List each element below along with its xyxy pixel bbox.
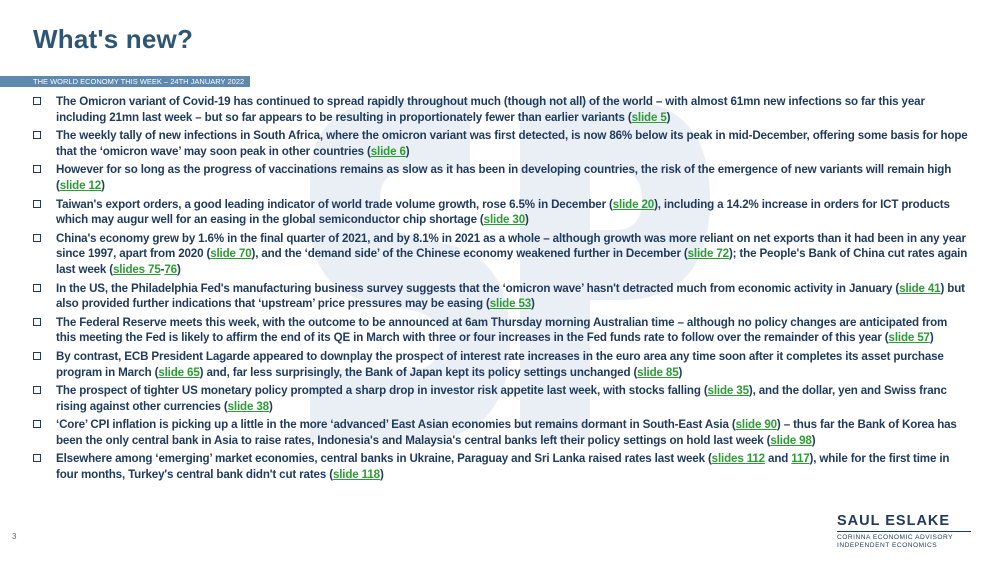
brand-logo [837,513,971,550]
bullet-text: ); the People's Bank of China cut rates again last week ( [56,247,968,276]
slide-link[interactable]: slide 41 [899,281,941,295]
bullet-text: The Omicron variant of Covid-19 has continued to spread rapidly throughout much (though not all) of the world – with almost 61mn new infections so far this year including 21mn last week – but so far appears to be resulting in proportionately fewer than earlier variants ( [56,95,925,124]
bullet-text: - [160,262,165,276]
checkbox-bullet-icon [33,454,41,462]
bullet-item [33,162,968,193]
bullet-text: ) [929,331,934,345]
slide-link[interactable]: slide 53 [489,297,532,311]
slide-link[interactable]: 117 [791,452,810,466]
slide-link[interactable]: slide 65 [158,365,200,379]
bullet-text: ) – thus far the Bank of Korea has been the only central bank in Asia to raise rates, Indonesia's and Malaysia's central banks left their policy settings on hold last week ( [56,418,957,447]
bullet-item [33,128,968,159]
slide-link[interactable]: slide 57 [888,331,930,345]
bullet-text: ) [666,110,671,124]
bullet-text: ) [379,468,384,482]
slide-link[interactable]: slide 12 [59,178,102,192]
slide-link[interactable]: slide 30 [483,213,525,227]
bullet-item [33,231,968,278]
slide-link[interactable]: slides 75 [113,262,161,276]
bullet-text: ) [811,433,816,447]
bullet-item [33,383,968,414]
bullet-text: Taiwan's export orders, a good leading indicator of world trade volume growth, rose 6.5% in December ( [56,197,613,211]
bullet-text: ) [525,213,529,227]
bullet-text: ) and, far less surprisingly, the Bank of Japan kept its policy settings unchanged ( [199,365,638,379]
page-number: 3 [12,532,17,541]
header-banner: THE WORLD ECONOMY THIS WEEK – 24TH JANUARY 2022 [0,76,250,87]
checkbox-bullet-icon [33,200,41,208]
bullet-text: However for so long as the progress of vaccinations remains as slow as it has been in developing countries, the risk of the emergence of new variants will remain high ( [56,163,952,192]
slide-link[interactable]: slide 6 [370,144,406,158]
checkbox-bullet-icon [33,284,41,292]
bullet-text: The weekly tally of new infections in South Africa, where the omicron variant was first detected, is now 86% below its peak in mid-December, offering some basis for hope that the ‘omicron wave’ may soon peak in other countries ( [56,129,968,158]
bullet-text: ), and the ‘demand side’ of the Chinese economy weakened further in December ( [251,247,688,261]
bullet-text: ), and the dollar, yen and Swiss franc rising against other currencies ( [56,384,947,413]
bullet-text: Elsewhere among ‘emerging’ market economies, central banks in Ukraine, Paraguay and Sri Lanka raised rates last week ( [56,452,712,466]
bullet-text: ) but also provided further indications that ‘upstream’ price pressures may be easing ( [56,281,965,311]
bullet-item [33,281,968,312]
slide-link[interactable]: slides 112 [711,452,765,466]
bullet-text: ) [405,144,410,158]
slide-link[interactable]: slide 20 [612,197,655,211]
checkbox-bullet-icon [33,318,41,326]
bullet-text: ) [176,262,181,276]
bullet-text: ) [531,297,535,311]
bullet-text: ) [678,365,683,379]
slide-link[interactable]: slide 90 [735,418,777,432]
slide-title: What's new? [33,24,194,54]
slide-link[interactable]: slide 98 [770,433,812,447]
bullet-list [33,94,968,486]
bullet-item [33,451,968,482]
checkbox-bullet-icon [33,386,41,394]
slide-link[interactable]: slide 35 [707,384,749,398]
checkbox-bullet-icon [33,420,41,428]
bullet-item [33,315,968,346]
bullet-item [33,197,968,228]
logo-divider [837,531,971,532]
checkbox-bullet-icon [33,131,41,139]
logo-subtitle-1: CORINNA ECONOMIC ADVISORY [837,534,954,541]
bullet-item [33,417,968,448]
bullet-item [33,94,968,125]
bullet-text: In the US, the Philadelphia Fed's manufacturing business survey suggests that the ‘omicron wave’ hasn't detracted much from economic activity in January ( [56,281,900,295]
checkbox-bullet-icon [33,97,41,105]
slide-link[interactable]: 76 [164,262,177,276]
bullet-text: ), including a 14.2% increase in orders for ICT products which may augur well for an easing in the global semiconductor chip shortage ( [56,197,950,227]
logo-subtitle-2: INDEPENDENT ECONOMICS [837,542,938,549]
logo-name: SAUL ESLAKE [837,513,951,529]
bullet-text: The prospect of tighter US monetary policy prompted a sharp drop in investor risk appetite last week, with stocks falling ( [56,384,708,398]
slide-link[interactable]: slide 38 [227,399,269,413]
checkbox-bullet-icon [33,165,41,173]
bullet-text: ), while for the first time in four months, Turkey's central bank didn't cut rates ( [56,452,950,482]
bullet-text: The Federal Reserve meets this week, with the outcome to be announced at 6am Thursday morning Australian time – although no policy changes are anticipated from this meeting the Fed is likely to affirm the end of its QE in March with three or four increases in the Fed funds rate to follow over the remainder of this year ( [56,315,948,345]
slide-link[interactable]: slide 72 [687,247,729,261]
checkbox-bullet-icon [33,234,41,242]
bullet-text: ) [268,399,273,413]
bullet-text: and [764,452,792,466]
bullet-text: ) [101,178,105,192]
slide-link[interactable]: slide 5 [631,110,667,124]
bullet-text: By contrast, ECB President Lagarde appeared to downplay the prospect of interest rate increases in the euro area any time soon after it completes its asset purchase program in March ( [56,349,944,379]
checkbox-bullet-icon [33,352,41,360]
bullet-text: China's economy grew by 1.6% in the final quarter of 2021, and by 8.1% in 2021 as a whole – although growth was more reliant on net exports than it had been in any year since 1997, apart from 2020 ( [56,231,966,261]
slide-link[interactable]: slide 70 [210,247,252,261]
bullet-item [33,349,968,380]
slide-link[interactable]: slide 118 [332,468,380,482]
slide-link[interactable]: slide 85 [637,365,679,379]
bullet-text: ‘Core’ CPI inflation is picking up a little in the more ‘advanced’ East Asian economies but remains dormant in South-East Asia ( [56,418,736,432]
